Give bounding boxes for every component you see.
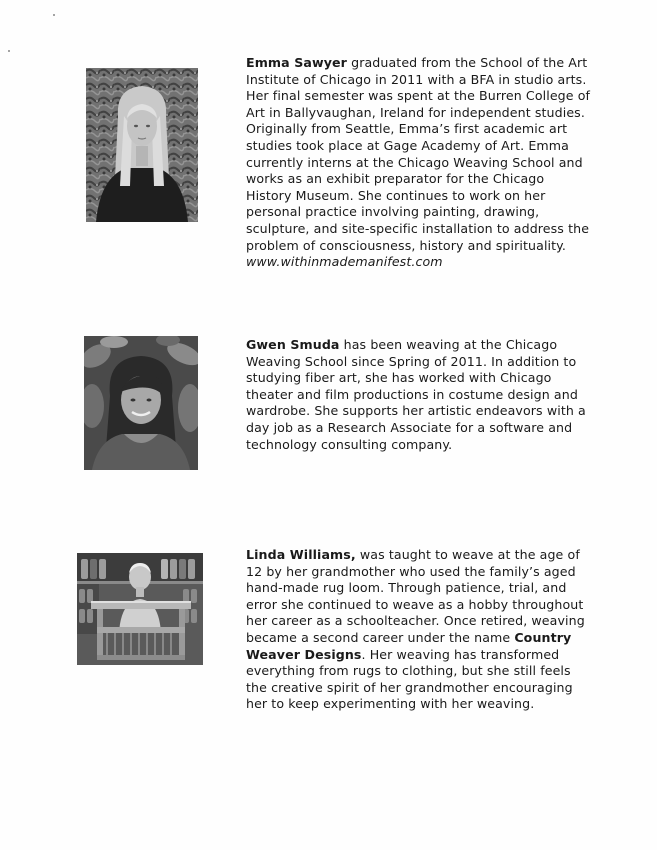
bio-body: has been weaving at the Chicago Weaving School since Spring of 2011. In addition to studying fiber art, she has worked with Chicago theater and film productions in costume design and wardrobe. She supports her artistic endeavors with a day job as a Research Associate for a software and technology consulting company. [246,337,586,452]
bio-body: was taught to weave at the age of 12 by her grandmother who used the family’s aged hand-made rug loom. Through patience, trial, and error she continued to weave as a hobby throughout her career as a schoolteacher. Once retired, weaving became a second career under the name [246,547,585,645]
bio-name: Linda Williams, [246,547,356,562]
business-name: Country Weaver Designs [246,629,572,662]
scan-speck [53,14,55,16]
bio-text-gwen-smuda [246,337,591,453]
bio-body-end: . Her weaving has transformed everything from rugs to clothing, but she still feels the creative spirit of her grandmother encouraging her to keep experimenting with her weaving. [246,646,573,712]
bio-website-link[interactable]: www.withinmademanifest.com [246,254,443,270]
bio-name: Gwen Smuda [246,337,340,352]
bio-body: graduated from the School of the Art Institute of Chicago in 2011 with a BFA in studio arts. Her final semester was spent at the Burren College of Art in Ballyvaughan, Ireland for independent studies. Originally from Seattle, Emma’s first academic art studies took place at Gage Academy of Art. Emma currently interns at the Chicago Weaving School and works as an exhibit preparator for the Chicago History Museum. She continues to work on her personal practice involving painting, drawing, sculpture, and site-specific installation to address the problem of consciousness, history and spirituality. [246,55,591,253]
bio-name: Emma Sawyer [246,55,347,70]
photo-emma-sawyer [86,68,198,222]
bio-text-linda-williams [246,547,591,713]
bio-text-emma-sawyer [246,55,591,271]
photo-linda-williams [77,553,203,665]
photo-gwen-smuda [84,336,198,470]
scan-speck [8,50,10,52]
